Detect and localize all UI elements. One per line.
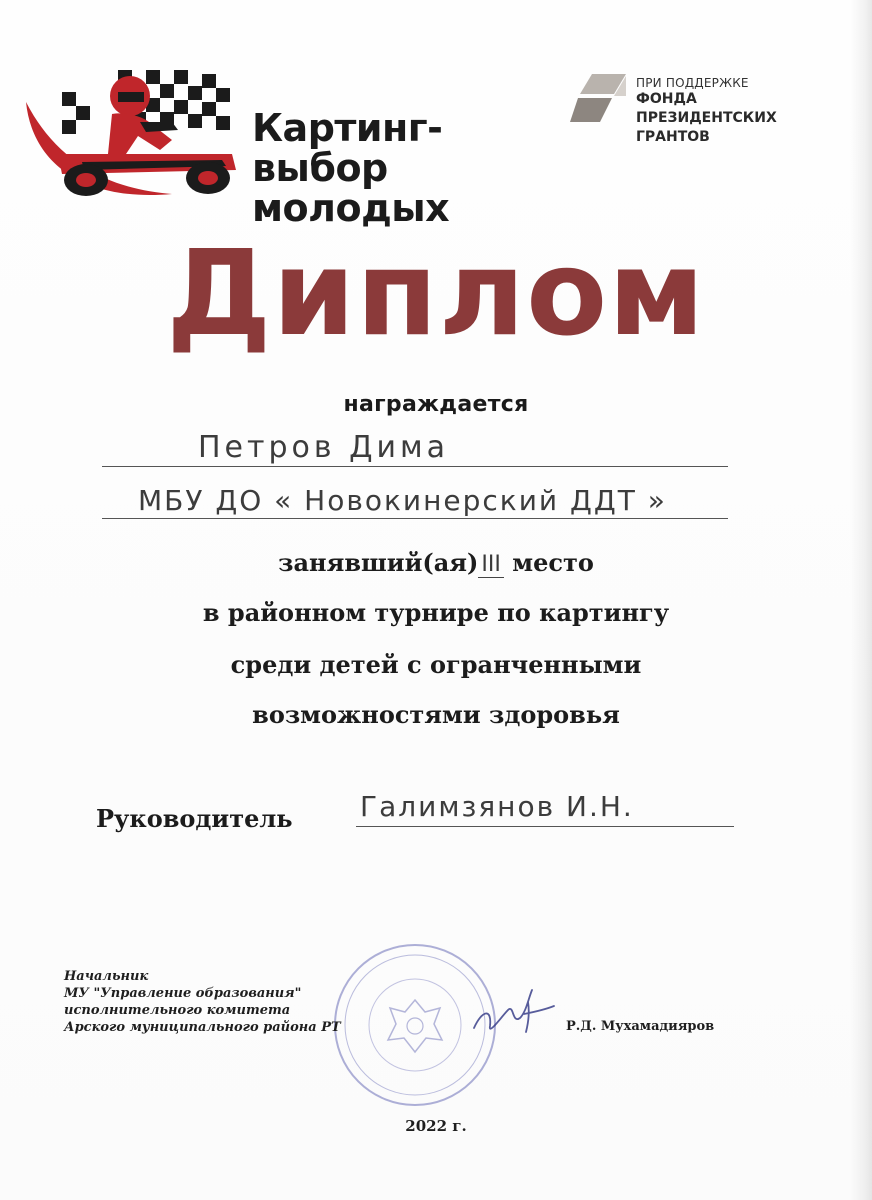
place-digit: III (478, 552, 503, 578)
chief-line-4: Арского муниципального района РТ (64, 1020, 341, 1035)
chief-line-3: исполнительного комитета (64, 1003, 291, 1018)
recipient-line (102, 466, 728, 467)
manager-line (356, 826, 734, 827)
grants-fund-block (570, 70, 810, 160)
manager-label: Руководитель (96, 804, 293, 833)
place-line (0, 548, 872, 578)
event-line-3: возможностями здоровья (252, 700, 620, 729)
go-kart-racer-icon (22, 62, 252, 212)
chief-name: Р.Д. Мухамадияров (566, 1019, 715, 1034)
fund-line-4: ГРАНТОВ (636, 129, 710, 145)
chief-line-2: МУ "Управление образования" (64, 986, 302, 1001)
presidential-grants-logo-icon (570, 72, 628, 124)
chief-line-1: Начальник (64, 969, 149, 984)
place-before-text: занявший(ая) (278, 548, 479, 577)
place-after-text: место (512, 548, 594, 577)
organization-name: МБУ ДО « Новокинерский ДДТ » (138, 484, 667, 517)
grants-fund-text (636, 76, 777, 147)
karting-logo (22, 62, 562, 230)
organization-line (102, 518, 728, 519)
fund-line-3: ПРЕЗИДЕНТСКИХ (636, 110, 777, 126)
logo-title (252, 108, 562, 228)
awarded-label: награждается (343, 392, 529, 417)
logo-title-line2: выбор молодых (252, 146, 450, 230)
diploma-title: Диплом (166, 224, 706, 362)
fund-line-2: ФОНДА (636, 91, 697, 107)
recipient-name: Петров Дима (198, 430, 450, 465)
fund-line-1: ПРИ ПОДДЕРЖКЕ (636, 76, 749, 90)
event-line-1: в районном турнире по картингу (202, 598, 670, 627)
year: 2022 г. (405, 1117, 467, 1135)
logo-title-line1: Картинг- (252, 106, 443, 150)
event-line-2: среди детей с огранченными (230, 650, 642, 679)
chief-signatory (64, 968, 341, 1036)
signature-icon (468, 980, 558, 1040)
manager-name: Галимзянов И.Н. (360, 790, 634, 823)
